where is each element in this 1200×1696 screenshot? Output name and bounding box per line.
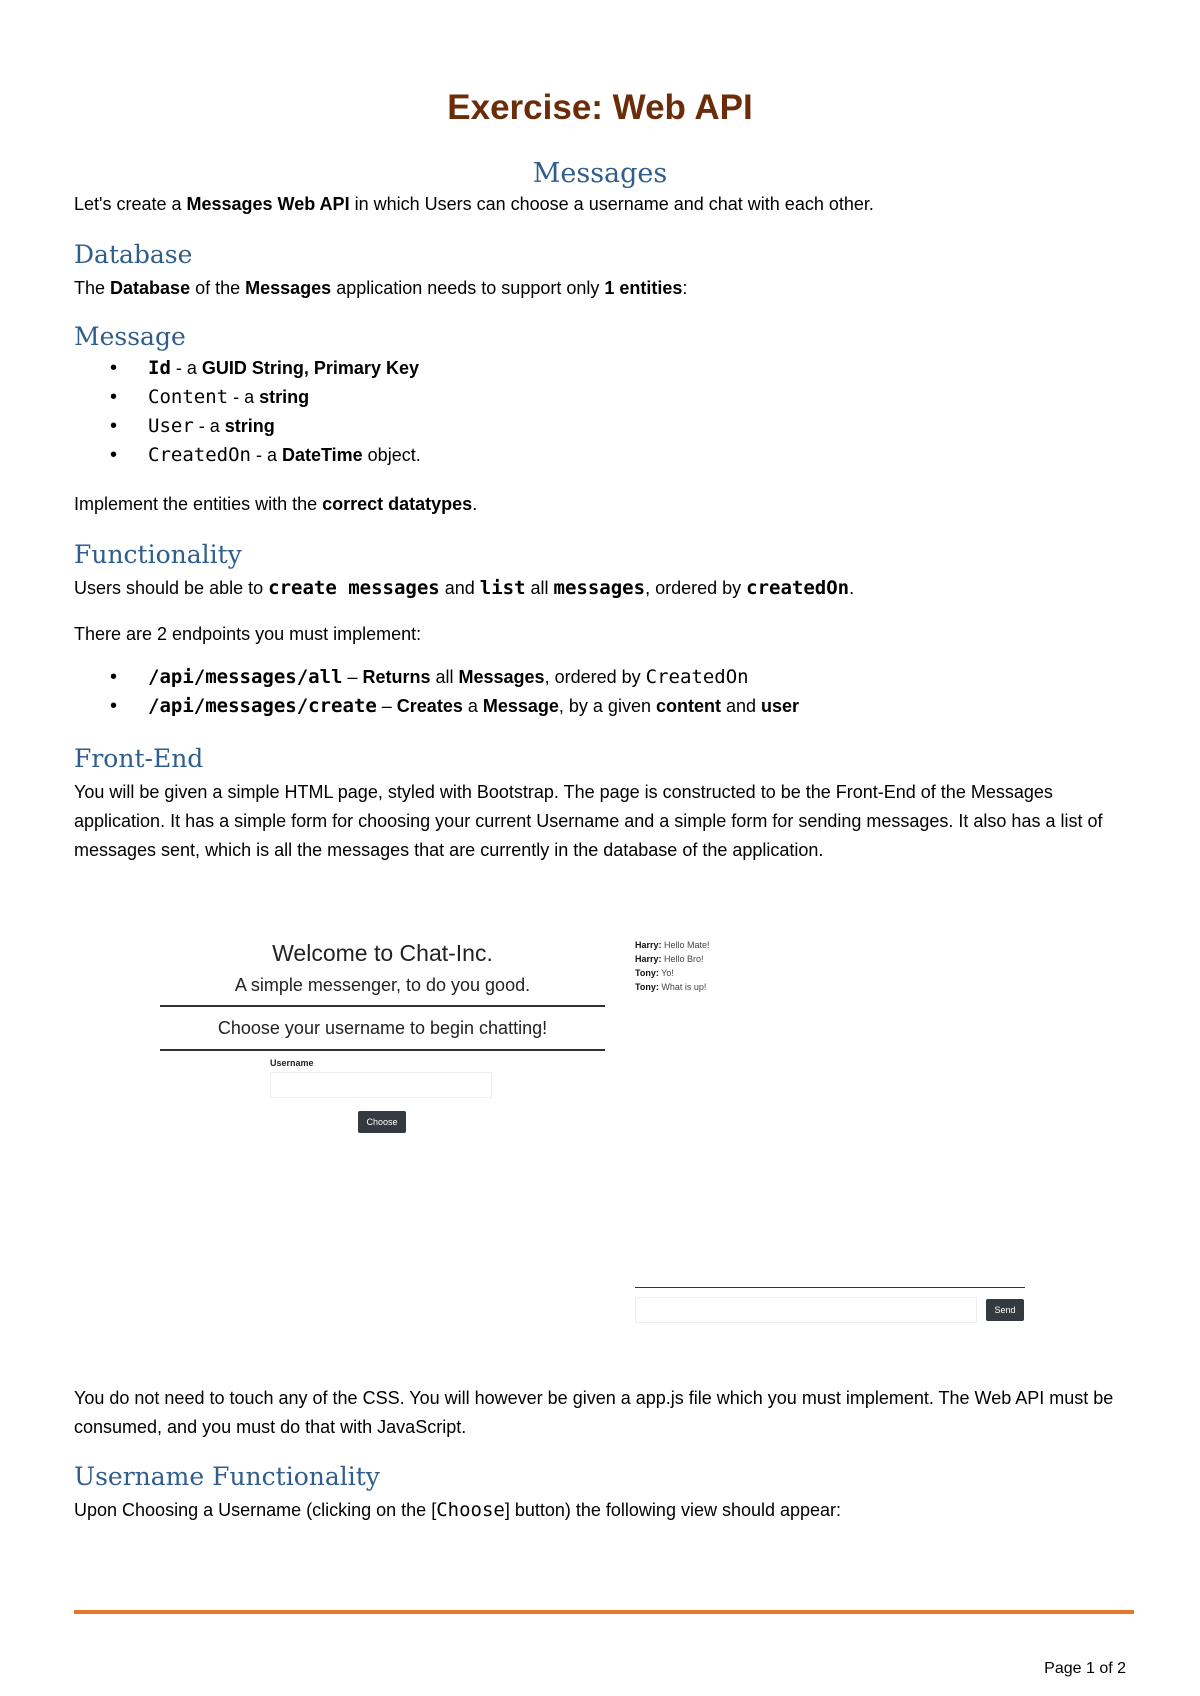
functionality-heading: Functionality bbox=[74, 540, 242, 569]
field-user: • User - a string bbox=[110, 412, 421, 441]
field-content: • Content - a string bbox=[110, 383, 421, 412]
mock-message-item: Harry: Hello Bro! bbox=[635, 954, 704, 964]
username-text: Upon Choosing a Username (clicking on the [Choose] button) the following view should appear: bbox=[74, 1499, 842, 1521]
field-id: • Id - a GUID String, Primary Key bbox=[110, 354, 421, 383]
implement-text: Implement the entities with the correct datatypes. bbox=[74, 494, 478, 514]
field-createdon: • CreatedOn - a DateTime object. bbox=[110, 441, 421, 470]
endpoint-create: • /api/messages/create – Creates a Message, by a given content and user bbox=[110, 692, 799, 721]
mock-divider-top bbox=[160, 1005, 605, 1007]
messages-intro: Let's create a Messages Web API in which Users can choose a username and chat with each other. bbox=[74, 194, 874, 214]
mock-username-label: Username bbox=[270, 1058, 314, 1068]
mock-subtitle: A simple messenger, to do you good. bbox=[234, 975, 531, 995]
mock-message-item: Tony: What is up! bbox=[635, 982, 707, 992]
mock-choose-prompt: Choose your username to begin chatting! bbox=[217, 1018, 548, 1038]
mock-chat-divider bbox=[635, 1287, 1025, 1288]
mock-choose-button[interactable]: Choose bbox=[358, 1111, 406, 1133]
frontend-heading: Front-End bbox=[74, 744, 204, 773]
mock-messages-list bbox=[635, 938, 710, 994]
functionality-line1: Users should be able to create messages and list all messages, ordered by createdOn. bbox=[74, 577, 855, 599]
message-fields-list bbox=[110, 354, 421, 470]
document-title: Exercise: Web API bbox=[447, 88, 753, 127]
messages-heading: Messages bbox=[532, 158, 668, 189]
mock-welcome: Welcome to Chat-Inc. bbox=[272, 940, 493, 966]
database-heading: Database bbox=[74, 240, 193, 269]
mock-send-button[interactable]: Send bbox=[986, 1299, 1024, 1321]
database-text: The Database of the Messages application needs to support only 1 entities: bbox=[74, 278, 688, 298]
endpoints-list bbox=[110, 663, 799, 721]
mock-message-item: Harry: Hello Mate! bbox=[635, 940, 710, 950]
chat-app-screenshot bbox=[160, 935, 1035, 1325]
page-number: Page 1 of 2 bbox=[1044, 1660, 1126, 1677]
after-mock-paragraph: You do not need to touch any of the CSS. You will however be given a app.js file which you must implement. The Web API must be consumed, and you must do that with JavaScript. bbox=[74, 1388, 1114, 1437]
mock-divider-bottom bbox=[160, 1049, 605, 1051]
mock-message-input[interactable] bbox=[635, 1297, 977, 1323]
footer-rule bbox=[74, 1610, 1134, 1614]
mock-username-input[interactable] bbox=[270, 1072, 492, 1098]
message-entity-heading: Message bbox=[74, 322, 186, 351]
username-heading: Username Functionality bbox=[74, 1462, 380, 1491]
endpoint-all: • /api/messages/all – Returns all Messages, ordered by CreatedOn bbox=[110, 663, 799, 692]
functionality-line2: There are 2 endpoints you must implement: bbox=[74, 624, 422, 644]
frontend-paragraph: You will be given a simple HTML page, styled with Bootstrap. The page is constructed to be the Front-End of the Messages application. It has a simple form for choosing your current Username and a simple form for sending messages. It also has a list of messages sent, which is all the messages that are currently in the database of the application. bbox=[74, 782, 1103, 860]
mock-message-item: Tony: Yo! bbox=[635, 968, 674, 978]
